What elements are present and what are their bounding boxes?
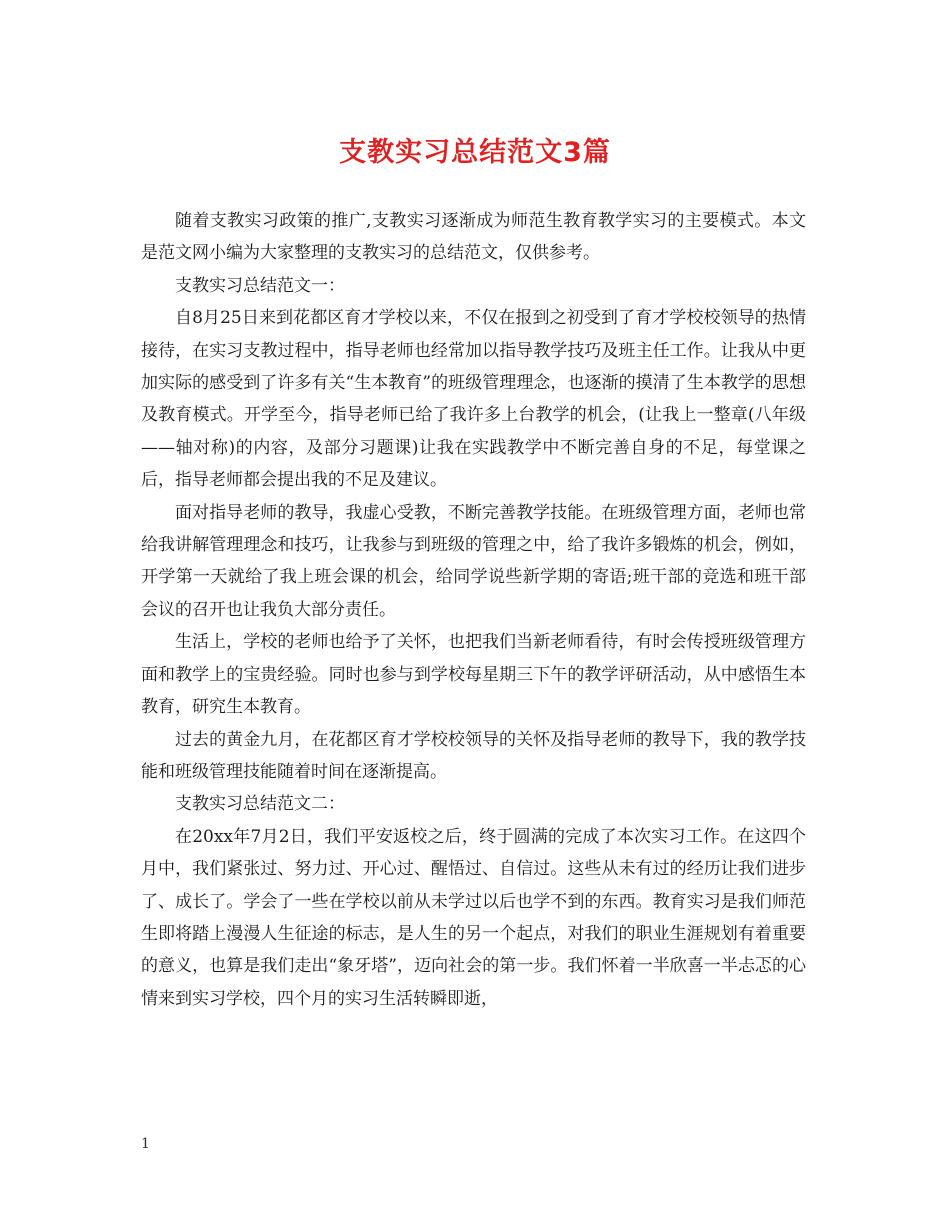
paragraph: 自8月25日来到花都区育才学校以来，不仅在报到之初受到了育才学校校领导的热情接待，在实习支教过程中，指导老师也经常加以指导教学技巧及班主任工作。让我从中更加实际的感受到了许多有关“生本教育”的班级管理理念，也逐渐的摸清了生本教学的思想及教育模式。开学至今，指导老师已给了我许多上台教学的机会，(让我上一整章(八年级——轴对称)的内容，及部分习题课)让我在实践教学中不断完善自身的不足，每堂课之后，指导老师都会提出我的不足及建议。 bbox=[141, 308, 806, 491]
page-number: 1 bbox=[141, 1136, 150, 1152]
paragraph: 生活上，学校的老师也给予了关怀，也把我们当新老师看待，有时会传授班级管理方面和教学上的宝贵经验。同时也参与到学校每星期三下午的教学评研活动，从中感悟生本教育，研究生本教育。 bbox=[141, 632, 806, 718]
paragraph: 在20xx年7月2日，我们平安返校之后，终于圆满的完成了本次实习工作。在这四个月中，我们紧张过、努力过、开心过、醒悟过、自信过。这些从未有过的经历让我们进步了、成长了。学会了一些在学校以前从未学过以后也学不到的东西。教育实习是我们师范生即将踏上漫漫人生征途的标志，是人生的另一个起点，对我们的职业生涯规划有着重要的意义，也算是我们走出“象牙塔”，迈向社会的第一步。我们怀着一半欣喜一半忐忑的心情来到实习学校，四个月的实习生活转瞬即逝， bbox=[141, 826, 806, 1009]
document-title: 支教实习总结范文3篇 bbox=[339, 137, 611, 168]
document-body bbox=[141, 205, 806, 1015]
paragraph-intro: 随着支教实习政策的推广,支教实习逐渐成为师范生教育教学实习的主要模式。本文是范文网小编为大家整理的支教实习的总结范文，仅供参考。 bbox=[141, 211, 806, 264]
paragraph: 面对指导老师的教导，我虚心受教，不断完善教学技能。在班级管理方面，老师也常给我讲解管理理念和技巧，让我参与到班级的管理之中，给了我许多锻炼的机会，例如，开学第一天就给了我上班会课的机会，给同学说些新学期的寄语;班干部的竞选和班干部会议的召开也让我负大部分责任。 bbox=[141, 502, 806, 620]
section-heading-one: 支教实习总结范文一： bbox=[175, 275, 345, 296]
section-heading-two: 支教实习总结范文二： bbox=[175, 794, 345, 815]
paragraph: 过去的黄金九月，在花都区育才学校校领导的关怀及指导老师的教导下，我的教学技能和班级管理技能随着时间在逐渐提高。 bbox=[141, 729, 806, 782]
